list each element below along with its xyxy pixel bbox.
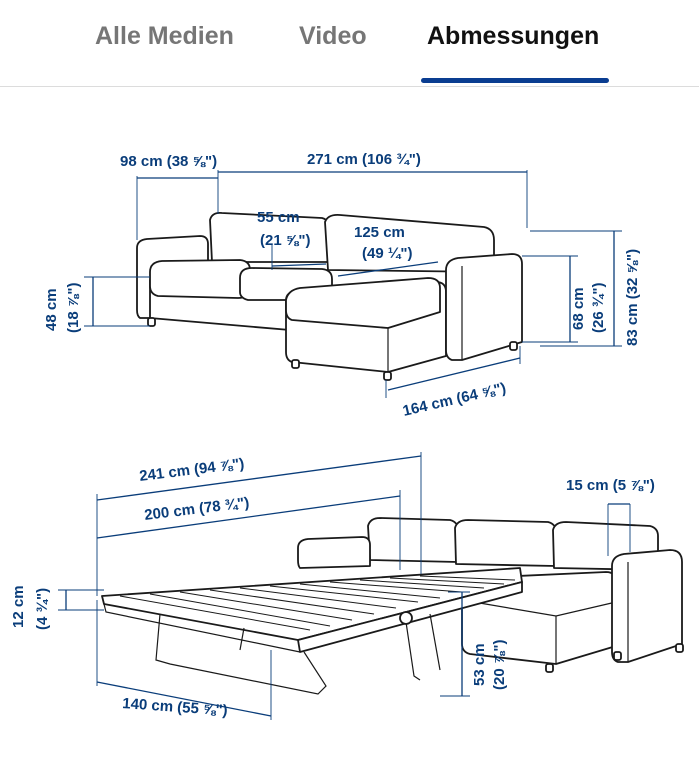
sofa-bed-drawing [102,518,683,694]
dim-armrest-height: 68 cm [570,287,587,330]
dim-armrest-height-in: (26 ¾") [590,282,607,333]
tab-abmessungen[interactable]: Abmessungen [427,22,600,50]
dim-seat-height: 48 cm [43,288,60,331]
dim-chaise-depth: 125 cm [354,224,405,241]
sofa-top-drawing [137,213,522,380]
dimension-drawing [0,87,699,768]
tab-video[interactable]: Video [299,22,367,50]
dim-bed-height: 53 cm [471,643,488,686]
dim-bed-width: 140 cm (55 ⅝") [121,695,229,720]
dim-width-left: 98 cm (38 ⅝") [120,153,218,170]
dim-total-height: 83 cm (32 ⅝") [624,248,641,346]
tab-bar [0,0,699,87]
dim-seat-depth-in: (21 ⅝") [260,232,311,249]
dimension-svg [0,87,699,768]
dim-width-total: 271 cm (106 ¾") [307,151,421,168]
tab-alle-medien[interactable]: Alle Medien [95,22,234,50]
dim-seat-depth: 55 cm [257,209,300,226]
dim-seat-height-in: (18 ⅞") [65,282,82,333]
dim-bed-total-length: 241 cm (94 ⅞") [138,455,246,485]
dim-mattress-height: 12 cm [10,585,27,628]
dim-back-width: 15 cm (5 ⅞") [566,477,655,494]
dim-chaise-depth-in: (49 ¼") [362,245,413,262]
active-tab-indicator [421,78,609,83]
dim-chaise-length: 164 cm (64 ⅝") [401,379,508,420]
dim-mattress-height-in: (4 ¾") [34,587,51,630]
dim-bed-length: 200 cm (78 ¾") [143,494,251,524]
dim-bed-height-in: (20 ⅞") [491,639,508,690]
